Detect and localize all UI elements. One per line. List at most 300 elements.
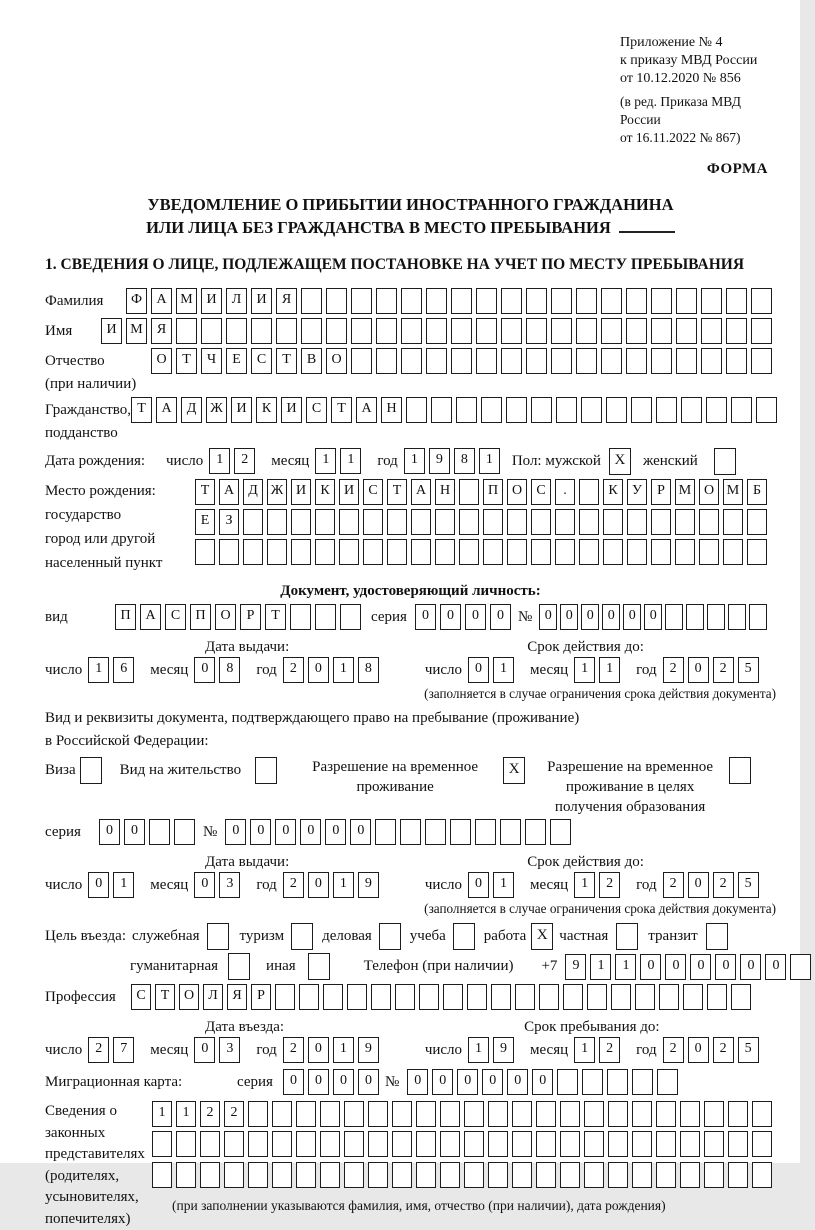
char-box[interactable] (400, 819, 421, 845)
char-box[interactable] (379, 923, 401, 950)
char-box[interactable]: О (179, 984, 199, 1010)
char-box[interactable] (576, 288, 597, 314)
char-box[interactable]: 0 (432, 1069, 453, 1095)
char-box[interactable] (632, 1131, 652, 1157)
char-box[interactable] (723, 509, 743, 535)
char-box[interactable] (456, 397, 477, 423)
char-box[interactable] (635, 984, 655, 1010)
char-box[interactable] (272, 1131, 292, 1157)
char-box[interactable]: 0 (250, 819, 271, 845)
char-box[interactable] (751, 318, 772, 344)
char-box[interactable] (675, 509, 695, 535)
char-box[interactable]: 0 (465, 604, 486, 630)
char-box[interactable]: 0 (300, 819, 321, 845)
char-box[interactable] (344, 1131, 364, 1157)
char-box[interactable] (512, 1131, 532, 1157)
char-box[interactable] (551, 318, 572, 344)
char-box[interactable] (728, 1162, 748, 1188)
char-box[interactable]: 2 (599, 1037, 620, 1063)
char-box[interactable]: Ж (206, 397, 227, 423)
char-box[interactable]: И (339, 479, 359, 505)
char-box[interactable] (512, 1162, 532, 1188)
char-box[interactable]: 0 (225, 819, 246, 845)
char-box[interactable] (699, 539, 719, 565)
char-box[interactable] (207, 923, 229, 950)
char-box[interactable]: 0 (581, 604, 599, 630)
char-box[interactable]: 9 (358, 1037, 379, 1063)
char-box[interactable] (790, 954, 811, 980)
char-box[interactable]: К (315, 479, 335, 505)
char-box[interactable] (536, 1131, 556, 1157)
char-box[interactable] (450, 819, 471, 845)
char-box[interactable] (224, 1131, 244, 1157)
char-box[interactable]: X (609, 448, 631, 475)
char-box[interactable]: 2 (713, 657, 734, 683)
char-box[interactable] (707, 984, 727, 1010)
char-box[interactable]: 5 (738, 657, 759, 683)
char-box[interactable]: К (256, 397, 277, 423)
char-box[interactable] (315, 604, 336, 630)
char-box[interactable] (459, 539, 479, 565)
char-box[interactable]: Н (435, 479, 455, 505)
char-box[interactable]: 2 (88, 1037, 109, 1063)
char-box[interactable] (676, 348, 697, 374)
char-box[interactable] (320, 1101, 340, 1127)
char-box[interactable] (701, 318, 722, 344)
char-box[interactable]: П (483, 479, 503, 505)
char-box[interactable]: 0 (468, 657, 489, 683)
char-box[interactable] (243, 539, 263, 565)
char-box[interactable]: 0 (325, 819, 346, 845)
char-box[interactable] (704, 1162, 724, 1188)
char-box[interactable]: К (603, 479, 623, 505)
char-box[interactable] (315, 539, 335, 565)
char-box[interactable]: X (503, 757, 525, 784)
char-box[interactable] (501, 318, 522, 344)
char-box[interactable]: 1 (340, 448, 361, 474)
char-box[interactable]: 1 (479, 448, 500, 474)
char-box[interactable] (387, 539, 407, 565)
char-box[interactable]: И (281, 397, 302, 423)
char-box[interactable] (416, 1131, 436, 1157)
char-box[interactable] (701, 348, 722, 374)
char-box[interactable] (651, 539, 671, 565)
char-box[interactable]: X (531, 923, 553, 950)
char-box[interactable] (751, 288, 772, 314)
char-box[interactable]: И (251, 288, 272, 314)
char-box[interactable]: 0 (88, 872, 109, 898)
char-box[interactable] (560, 1162, 580, 1188)
char-box[interactable] (723, 539, 743, 565)
char-box[interactable] (707, 604, 725, 630)
char-box[interactable]: Т (265, 604, 286, 630)
char-box[interactable] (476, 288, 497, 314)
char-box[interactable] (363, 539, 383, 565)
char-box[interactable] (551, 288, 572, 314)
char-box[interactable] (683, 984, 703, 1010)
char-box[interactable] (376, 318, 397, 344)
char-box[interactable]: 0 (765, 954, 786, 980)
char-box[interactable]: 1 (315, 448, 336, 474)
char-box[interactable]: 0 (308, 1069, 329, 1095)
char-box[interactable] (453, 923, 475, 950)
char-box[interactable]: Я (151, 318, 172, 344)
char-box[interactable] (320, 1131, 340, 1157)
char-box[interactable]: О (699, 479, 719, 505)
char-box[interactable]: 8 (219, 657, 240, 683)
char-box[interactable]: М (723, 479, 743, 505)
char-box[interactable] (301, 288, 322, 314)
char-box[interactable]: 0 (407, 1069, 428, 1095)
char-box[interactable] (656, 1101, 676, 1127)
char-box[interactable] (451, 288, 472, 314)
char-box[interactable]: 5 (738, 872, 759, 898)
char-box[interactable] (425, 819, 446, 845)
char-box[interactable] (506, 397, 527, 423)
char-box[interactable]: 3 (219, 872, 240, 898)
char-box[interactable]: Е (195, 509, 215, 535)
char-box[interactable]: 9 (493, 1037, 514, 1063)
char-box[interactable] (616, 923, 638, 950)
char-box[interactable] (201, 318, 222, 344)
char-box[interactable] (459, 509, 479, 535)
char-box[interactable] (476, 318, 497, 344)
char-box[interactable]: 8 (454, 448, 475, 474)
char-box[interactable] (483, 539, 503, 565)
char-box[interactable]: 2 (663, 657, 684, 683)
char-box[interactable]: Р (251, 984, 271, 1010)
char-box[interactable] (584, 1131, 604, 1157)
char-box[interactable]: 1 (599, 657, 620, 683)
char-box[interactable] (431, 397, 452, 423)
char-box[interactable] (351, 318, 372, 344)
char-box[interactable]: 1 (333, 872, 354, 898)
char-box[interactable] (507, 509, 527, 535)
char-box[interactable] (368, 1131, 388, 1157)
char-box[interactable]: 0 (688, 872, 709, 898)
char-box[interactable] (248, 1162, 268, 1188)
char-box[interactable] (481, 397, 502, 423)
char-box[interactable] (426, 318, 447, 344)
char-box[interactable]: 0 (532, 1069, 553, 1095)
char-box[interactable]: 2 (234, 448, 255, 474)
char-box[interactable]: 0 (358, 1069, 379, 1095)
char-box[interactable] (426, 288, 447, 314)
char-box[interactable] (299, 984, 319, 1010)
char-box[interactable] (200, 1131, 220, 1157)
char-box[interactable]: 2 (224, 1101, 244, 1127)
char-box[interactable]: 0 (415, 604, 436, 630)
char-box[interactable] (676, 318, 697, 344)
char-box[interactable] (243, 509, 263, 535)
char-box[interactable]: 1 (493, 657, 514, 683)
char-box[interactable] (701, 288, 722, 314)
char-box[interactable] (248, 1131, 268, 1157)
char-box[interactable] (632, 1069, 653, 1095)
char-box[interactable] (440, 1162, 460, 1188)
char-box[interactable] (656, 397, 677, 423)
char-box[interactable]: 1 (333, 1037, 354, 1063)
char-box[interactable] (491, 984, 511, 1010)
char-box[interactable] (251, 318, 272, 344)
char-box[interactable]: Т (176, 348, 197, 374)
char-box[interactable] (152, 1131, 172, 1157)
char-box[interactable] (426, 348, 447, 374)
char-box[interactable]: 0 (99, 819, 120, 845)
char-box[interactable]: 9 (565, 954, 586, 980)
char-box[interactable] (296, 1101, 316, 1127)
char-box[interactable]: М (176, 288, 197, 314)
char-box[interactable] (526, 288, 547, 314)
char-box[interactable] (375, 819, 396, 845)
char-box[interactable] (579, 479, 599, 505)
char-box[interactable] (526, 318, 547, 344)
char-box[interactable]: С (306, 397, 327, 423)
char-box[interactable]: С (251, 348, 272, 374)
char-box[interactable] (500, 819, 521, 845)
char-box[interactable] (726, 288, 747, 314)
char-box[interactable] (714, 448, 736, 475)
char-box[interactable]: 1 (574, 657, 595, 683)
char-box[interactable]: 0 (688, 657, 709, 683)
char-box[interactable] (680, 1162, 700, 1188)
char-box[interactable]: 0 (688, 1037, 709, 1063)
char-box[interactable]: 3 (219, 1037, 240, 1063)
char-box[interactable] (626, 348, 647, 374)
char-box[interactable] (411, 539, 431, 565)
char-box[interactable] (291, 539, 311, 565)
char-box[interactable]: М (126, 318, 147, 344)
char-box[interactable] (416, 1162, 436, 1188)
char-box[interactable]: 2 (283, 1037, 304, 1063)
char-box[interactable] (601, 288, 622, 314)
char-box[interactable]: П (115, 604, 136, 630)
char-box[interactable]: Ф (126, 288, 147, 314)
char-box[interactable] (419, 984, 439, 1010)
char-box[interactable] (686, 604, 704, 630)
char-box[interactable]: 1 (574, 872, 595, 898)
char-box[interactable]: 0 (665, 954, 686, 980)
char-box[interactable] (174, 819, 195, 845)
char-box[interactable] (507, 539, 527, 565)
char-box[interactable]: Н (381, 397, 402, 423)
char-box[interactable] (632, 1101, 652, 1127)
char-box[interactable]: 2 (713, 1037, 734, 1063)
char-box[interactable]: Д (181, 397, 202, 423)
char-box[interactable]: 9 (358, 872, 379, 898)
char-box[interactable] (416, 1101, 436, 1127)
char-box[interactable] (560, 1101, 580, 1127)
char-box[interactable]: 0 (308, 872, 329, 898)
char-box[interactable]: А (411, 479, 431, 505)
char-box[interactable] (363, 509, 383, 535)
char-box[interactable] (467, 984, 487, 1010)
char-box[interactable] (315, 509, 335, 535)
char-box[interactable] (340, 604, 361, 630)
char-box[interactable] (459, 479, 479, 505)
char-box[interactable] (440, 1101, 460, 1127)
char-box[interactable] (728, 1131, 748, 1157)
char-box[interactable] (728, 1101, 748, 1127)
char-box[interactable]: 0 (715, 954, 736, 980)
char-box[interactable]: 0 (490, 604, 511, 630)
char-box[interactable] (308, 953, 330, 980)
char-box[interactable]: А (356, 397, 377, 423)
char-box[interactable] (339, 509, 359, 535)
char-box[interactable]: Т (331, 397, 352, 423)
char-box[interactable] (608, 1101, 628, 1127)
char-box[interactable]: 0 (623, 604, 641, 630)
char-box[interactable]: А (219, 479, 239, 505)
char-box[interactable] (680, 1101, 700, 1127)
char-box[interactable]: Я (227, 984, 247, 1010)
char-box[interactable] (255, 757, 277, 784)
char-box[interactable] (392, 1162, 412, 1188)
char-box[interactable]: 1 (468, 1037, 489, 1063)
char-box[interactable] (680, 1131, 700, 1157)
char-box[interactable]: . (555, 479, 575, 505)
char-box[interactable]: 1 (209, 448, 230, 474)
char-box[interactable] (651, 318, 672, 344)
char-box[interactable]: 1 (333, 657, 354, 683)
char-box[interactable] (632, 1162, 652, 1188)
char-box[interactable] (536, 1101, 556, 1127)
char-box[interactable] (512, 1101, 532, 1127)
char-box[interactable]: И (201, 288, 222, 314)
char-box[interactable]: Т (276, 348, 297, 374)
char-box[interactable] (704, 1131, 724, 1157)
char-box[interactable]: 2 (283, 872, 304, 898)
char-box[interactable] (531, 509, 551, 535)
char-box[interactable] (451, 348, 472, 374)
char-box[interactable]: 0 (350, 819, 371, 845)
char-box[interactable] (626, 288, 647, 314)
char-box[interactable]: И (291, 479, 311, 505)
char-box[interactable] (392, 1101, 412, 1127)
char-box[interactable] (555, 539, 575, 565)
char-box[interactable] (563, 984, 583, 1010)
char-box[interactable] (228, 953, 250, 980)
char-box[interactable]: 0 (482, 1069, 503, 1095)
char-box[interactable]: Д (243, 479, 263, 505)
char-box[interactable] (659, 984, 679, 1010)
char-box[interactable]: 1 (113, 872, 134, 898)
char-box[interactable] (351, 348, 372, 374)
char-box[interactable]: 0 (194, 657, 215, 683)
char-box[interactable]: 0 (275, 819, 296, 845)
char-box[interactable] (323, 984, 343, 1010)
char-box[interactable] (483, 509, 503, 535)
char-box[interactable]: У (627, 479, 647, 505)
char-box[interactable] (627, 509, 647, 535)
char-box[interactable] (344, 1101, 364, 1127)
char-box[interactable] (626, 318, 647, 344)
char-box[interactable] (351, 288, 372, 314)
char-box[interactable]: 0 (440, 604, 461, 630)
char-box[interactable] (681, 397, 702, 423)
char-box[interactable]: Р (651, 479, 671, 505)
char-box[interactable]: В (301, 348, 322, 374)
char-box[interactable] (751, 348, 772, 374)
char-box[interactable] (656, 1162, 676, 1188)
char-box[interactable]: Т (387, 479, 407, 505)
char-box[interactable] (464, 1101, 484, 1127)
char-box[interactable] (347, 984, 367, 1010)
char-box[interactable]: 0 (560, 604, 578, 630)
char-box[interactable] (579, 539, 599, 565)
char-box[interactable]: 0 (602, 604, 620, 630)
char-box[interactable] (704, 1101, 724, 1127)
char-box[interactable] (651, 288, 672, 314)
char-box[interactable]: П (190, 604, 211, 630)
char-box[interactable]: 1 (404, 448, 425, 474)
char-box[interactable]: Р (240, 604, 261, 630)
char-box[interactable] (272, 1162, 292, 1188)
char-box[interactable]: 0 (507, 1069, 528, 1095)
char-box[interactable]: Т (131, 397, 152, 423)
char-box[interactable]: О (151, 348, 172, 374)
char-box[interactable] (582, 1069, 603, 1095)
char-box[interactable] (706, 923, 728, 950)
char-box[interactable] (601, 318, 622, 344)
char-box[interactable]: 8 (358, 657, 379, 683)
char-box[interactable] (267, 509, 287, 535)
char-box[interactable]: М (675, 479, 695, 505)
char-box[interactable] (80, 757, 102, 784)
char-box[interactable] (290, 604, 311, 630)
char-box[interactable] (706, 397, 727, 423)
char-box[interactable] (401, 348, 422, 374)
char-box[interactable] (435, 539, 455, 565)
char-box[interactable] (443, 984, 463, 1010)
char-box[interactable]: 1 (493, 872, 514, 898)
char-box[interactable] (451, 318, 472, 344)
char-box[interactable] (339, 539, 359, 565)
char-box[interactable]: Ч (201, 348, 222, 374)
char-box[interactable] (501, 348, 522, 374)
char-box[interactable] (248, 1101, 268, 1127)
char-box[interactable] (440, 1131, 460, 1157)
char-box[interactable]: 9 (429, 448, 450, 474)
char-box[interactable] (726, 348, 747, 374)
char-box[interactable]: 0 (457, 1069, 478, 1095)
char-box[interactable] (675, 539, 695, 565)
char-box[interactable]: А (151, 288, 172, 314)
char-box[interactable] (606, 397, 627, 423)
char-box[interactable] (731, 984, 751, 1010)
char-box[interactable] (603, 509, 623, 535)
char-box[interactable]: 1 (574, 1037, 595, 1063)
char-box[interactable]: 0 (194, 872, 215, 898)
char-box[interactable] (326, 318, 347, 344)
char-box[interactable] (576, 348, 597, 374)
char-box[interactable] (406, 397, 427, 423)
char-box[interactable] (539, 984, 559, 1010)
char-box[interactable]: 1 (152, 1101, 172, 1127)
char-box[interactable] (488, 1162, 508, 1188)
char-box[interactable] (551, 348, 572, 374)
char-box[interactable] (728, 604, 746, 630)
char-box[interactable]: С (165, 604, 186, 630)
char-box[interactable] (149, 819, 170, 845)
char-box[interactable]: 7 (113, 1037, 134, 1063)
char-box[interactable] (176, 1131, 196, 1157)
char-box[interactable] (556, 397, 577, 423)
char-box[interactable]: 0 (640, 954, 661, 980)
char-box[interactable] (752, 1162, 772, 1188)
char-box[interactable]: О (507, 479, 527, 505)
char-box[interactable] (752, 1101, 772, 1127)
